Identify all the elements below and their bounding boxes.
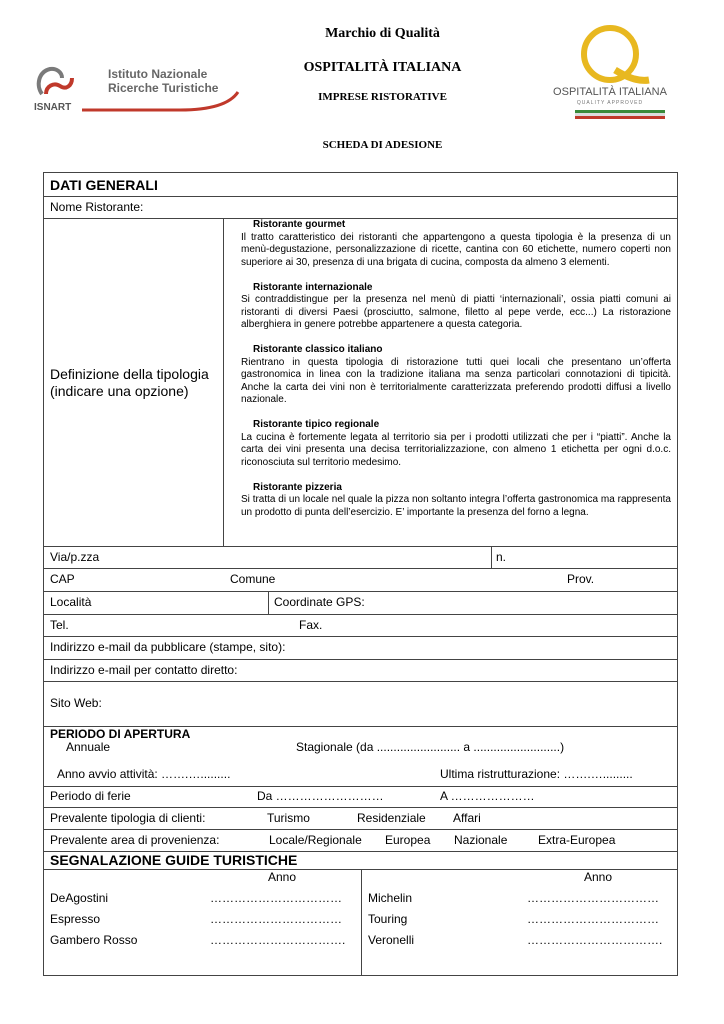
option-pizzeria[interactable]: Ristorante pizzeria Si tratta di un locale nel quale la pizza non soltanto integra l’offerta gastronomica ma rappresenta un prodotto di punta dell’esercizio. E’ importante la presenza del forno a legna. [241, 481, 671, 518]
periodo-title: PERIODO DI APERTURA [50, 727, 191, 741]
area-locale[interactable]: Locale/Regionale [269, 833, 362, 847]
guide-deagostini: DeAgostini [50, 891, 109, 905]
section-guide [44, 851, 677, 870]
scheda-title: SCHEDA DI ADESIONE [322, 139, 443, 151]
isnart-swoosh-icon [80, 90, 240, 112]
clienti-label: Prevalente tipologia di clienti: [50, 811, 206, 825]
page-title: Marchio di Qualità [325, 26, 440, 41]
guide-touring-field[interactable]: …………………………… [527, 912, 659, 926]
comune-label: Comune [230, 572, 276, 586]
anno-left: Anno [268, 870, 297, 884]
area-nazionale[interactable]: Nazionale [454, 833, 508, 847]
guide-michelin: Michelin [368, 891, 413, 905]
fax-label: Fax. [299, 618, 323, 632]
cap-label: CAP [50, 572, 75, 586]
ferie-a[interactable]: A ………………… [440, 789, 535, 803]
tel-label: Tel. [50, 618, 69, 632]
via-row[interactable] [44, 546, 677, 569]
section-dati-generali [44, 173, 677, 197]
tel-row[interactable] [44, 614, 677, 637]
nome-row[interactable] [44, 196, 677, 219]
isnart-abbr: ISNART [34, 102, 72, 113]
area-europea[interactable]: Europea [385, 833, 431, 847]
ferie-row[interactable] [44, 786, 677, 808]
tipologia-options [241, 219, 671, 532]
email-dir-label: Indirizzo e-mail per contatto diretto: [50, 663, 238, 677]
guide-veronelli: Veronelli [368, 933, 415, 947]
ferie-da[interactable]: Da ……………………… [257, 789, 384, 803]
clienti-residenziale[interactable]: Residenziale [357, 811, 426, 825]
anno-right: Anno [584, 870, 613, 884]
email-pub-row[interactable] [44, 636, 677, 660]
prov-label: Prov. [567, 572, 595, 586]
brand-tagline: QUALITY APPROVED [576, 100, 644, 106]
via-label: Via/p.zza [50, 550, 100, 564]
option-classico[interactable]: Ristorante classico italiano Rientrano in questa tipologia di ristorazione tutti quei locali che presentano un’offerta gastronomica in linea con la tradizione italiana ma senza particolari connotazioni di tipicità. Anche la carta dei vini non è territorialmente caratterizzata preferendo prodotti diffusi a livello nazionale. [241, 344, 671, 405]
gps-label: Coordinate GPS: [274, 595, 365, 609]
sito-row[interactable] [44, 681, 677, 727]
numero-label: n. [496, 550, 507, 564]
guide-veronelli-field[interactable]: ……………………………. [527, 933, 663, 947]
anno-avvio-field[interactable]: Anno avvio attività: …….…......... [57, 767, 231, 781]
guide-michelin-field[interactable]: …………………………… [527, 891, 659, 905]
page-subtitle: IMPRESE RISTORATIVE [318, 91, 447, 103]
isnart-emblem-icon [34, 64, 78, 102]
area-extra-europea[interactable]: Extra-Europea [538, 833, 616, 847]
option-gourmet[interactable]: Ristorante gourmet Il tratto caratteristico dei ristoranti che appartengono a questa tipologia è la presenza di un menù-degustazione, personalizzazione di ricette, cantina con 60 etichette, numero coperti non superiore ai 30, presenza di una brigata di cucina, composta da almeno 3 elementi. [241, 219, 671, 268]
definizione-label-1: Definizione della tipologia [50, 366, 209, 382]
guide-gambero-rosso-field[interactable]: ……………………………. [210, 933, 346, 947]
section-title: DATI GENERALI [50, 177, 158, 193]
quality-q-icon [545, 24, 675, 94]
option-internazionale[interactable]: Ristorante internazionale Si contraddistingue per la presenza nel menù di piatti ‘internazionali’, ossia piatti comuni ai ristoranti di diversi Paesi (prosciutto, salmone, filetto al pepe verde, ecc...) La ristorazione alberghiera in genere potrebbe appartenere a questa categoria. [241, 281, 671, 330]
guide-espresso: Espresso [50, 912, 101, 926]
email-dir-row[interactable] [44, 659, 677, 682]
clienti-row [44, 807, 677, 830]
email-pub-label: Indirizzo e-mail da pubblicare (stampe, sito): [50, 640, 286, 654]
stagionale-option[interactable]: Stagionale (da ......................... a ..........................) [296, 740, 565, 754]
annuale-option[interactable]: Annuale [66, 740, 111, 754]
guide-gambero-rosso: Gambero Rosso [50, 933, 138, 947]
localita-label: Località [50, 595, 92, 609]
isnart-logo [30, 62, 240, 117]
flag-stripes [575, 110, 665, 119]
isnart-line2: Ricerche Turistiche [108, 81, 219, 95]
definizione-label-2: (indicare una opzione) [50, 383, 189, 399]
ospitalita-logo [545, 24, 675, 124]
sito-label: Sito Web: [50, 696, 102, 710]
brand-name: OSPITALITÀ ITALIANA [553, 86, 667, 98]
clienti-turismo[interactable]: Turismo [267, 811, 310, 825]
adhesion-form [43, 172, 678, 976]
tipologia-row [44, 218, 677, 547]
area-label: Prevalente area di provenienza: [50, 833, 220, 847]
periodo-row [44, 726, 677, 787]
page-title-main: OSPITALITÀ ITALIANA [303, 60, 462, 75]
guides-area [44, 869, 677, 976]
ferie-label: Periodo di ferie [50, 789, 131, 803]
guide-espresso-field[interactable]: …………………………… [210, 912, 342, 926]
nome-label: Nome Ristorante: [50, 200, 144, 214]
option-tipico[interactable]: Ristorante tipico regionale La cucina è fortemente legata al territorio sia per i prodotti utilizzati che per i “piatti”. Anche la carta dei vini presenta una decisa territorializzazione, con almeno 1 etichetta per ogni d.o.c. riconosciuta sul territorio medesimo. [241, 419, 671, 468]
area-row [44, 829, 677, 852]
guide-deagostini-field[interactable]: …………………………… [210, 891, 342, 905]
isnart-line1: Istituto Nazionale [108, 67, 208, 81]
ultima-ristrutturazione-field[interactable]: Ultima ristrutturazione: …….…......... [440, 767, 633, 781]
guide-touring: Touring [368, 912, 408, 926]
section2-title: SEGNALAZIONE GUIDE TURISTICHE [50, 852, 298, 868]
localita-row[interactable] [44, 591, 677, 615]
cap-row[interactable] [44, 568, 677, 592]
clienti-affari[interactable]: Affari [453, 811, 481, 825]
